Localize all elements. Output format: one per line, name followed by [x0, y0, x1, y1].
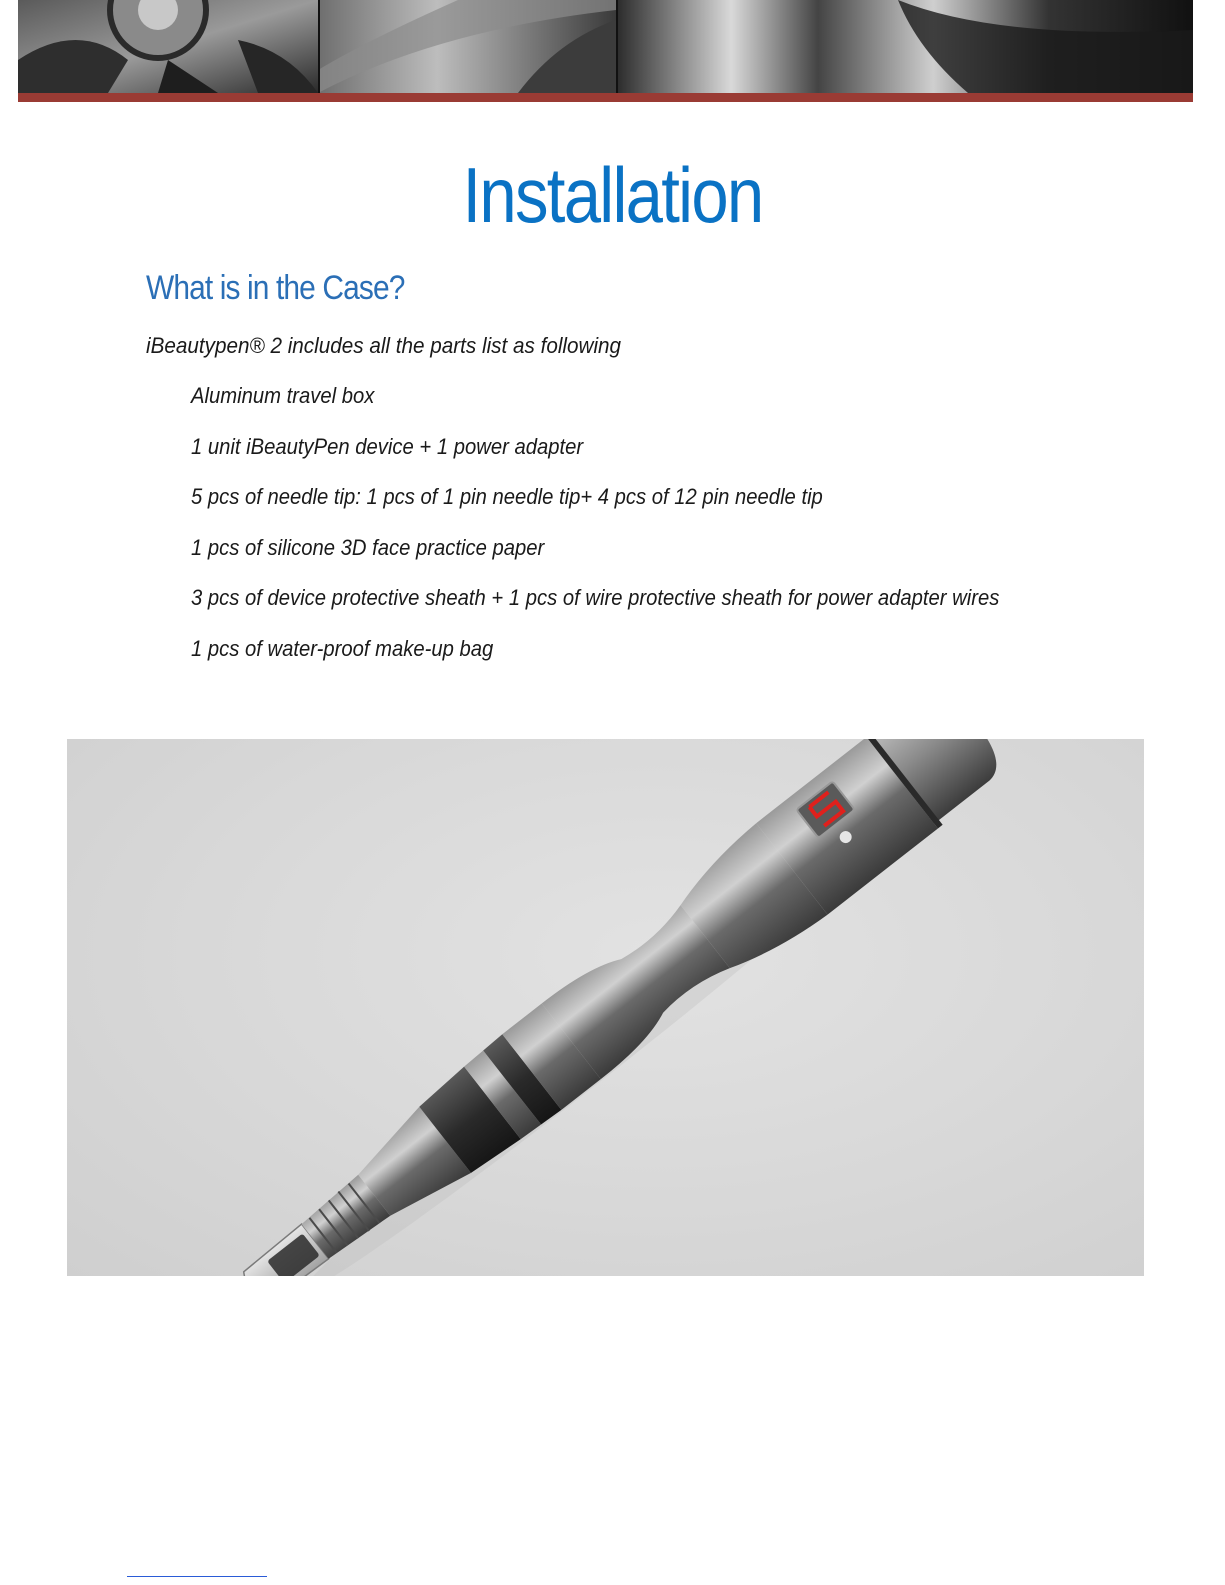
- parts-list: [191, 382, 1070, 685]
- list-item: 1 pcs of water-proof make-up bag: [191, 635, 494, 661]
- list-item: 3 pcs of device protective sheath + 1 pcs of wire protective sheath for power adapter wires: [191, 585, 1000, 610]
- header-banner-image: [18, 0, 1193, 93]
- pen-device-image: [67, 739, 1144, 1276]
- list-item: 1 unit iBeautyPen device + 1 power adapter: [191, 433, 584, 459]
- list-item: 1 pcs of silicone 3D face practice paper: [191, 534, 545, 560]
- list-item: Aluminum travel box: [191, 383, 375, 408]
- footer-link-underline[interactable]: [127, 1576, 267, 1577]
- intro-text: iBeautypen® 2 includes all the parts list as following: [146, 333, 622, 358]
- header-rule: [18, 93, 1193, 102]
- list-item: 5 pcs of needle tip: 1 pcs of 1 pin needle tip+ 4 pcs of 12 pin needle tip: [191, 484, 823, 509]
- section-heading: What is in the Case?: [146, 269, 405, 307]
- page-title: Installation: [462, 151, 763, 239]
